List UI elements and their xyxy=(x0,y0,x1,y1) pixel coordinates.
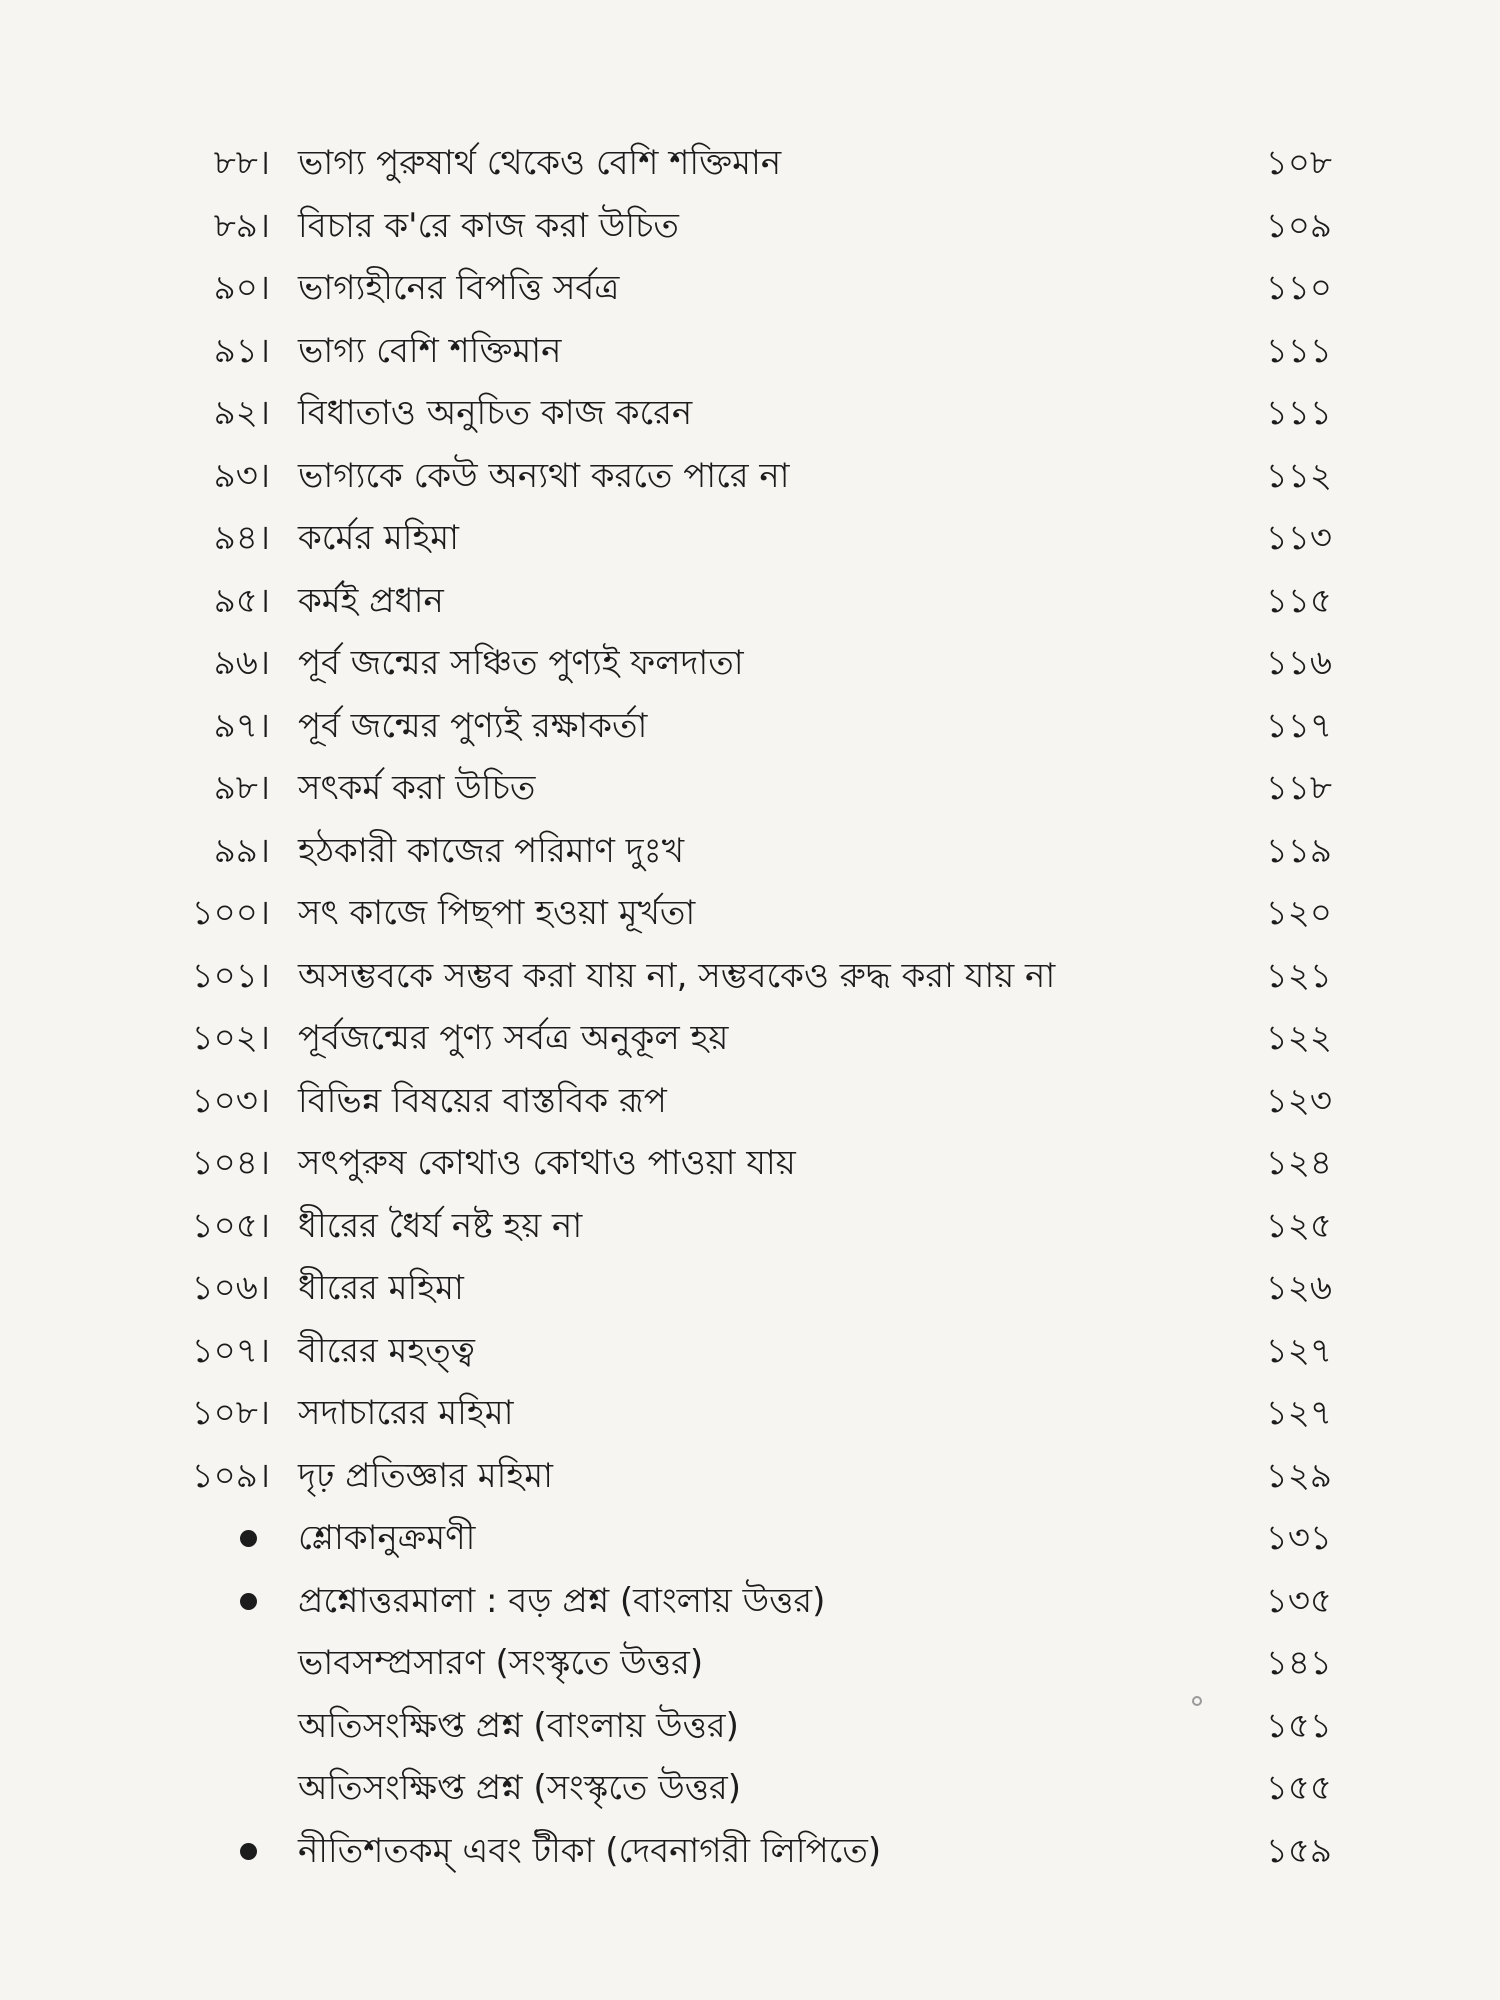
entry-title: প্রশ্নোত্তরমালা : বড় প্রশ্ন (বাংলায় উত্তর) xyxy=(298,1580,826,1621)
toc-entry xyxy=(0,820,1500,883)
toc-extra-entry xyxy=(0,1632,1500,1695)
toc-entry xyxy=(0,570,1500,633)
entry-title: কর্মই প্রধান xyxy=(298,580,444,621)
entry-title: পূর্ব জন্মের পুণ্যই রক্ষাকর্তা xyxy=(298,705,648,746)
toc-entry xyxy=(0,1445,1500,1508)
toc-entry xyxy=(0,945,1500,1008)
entry-page-number: ১২৭ xyxy=(1265,1330,1332,1371)
entry-title: সদাচারের মহিমা xyxy=(298,1393,514,1433)
entry-page-number: ১১৫ xyxy=(1265,580,1332,621)
entry-number: ৮৯। xyxy=(213,205,270,246)
entry-page-number: ১১৬ xyxy=(1265,643,1332,683)
entry-title: সৎ কাজে পিছপা হওয়া মূর্খতা xyxy=(298,893,696,933)
toc-entry xyxy=(0,882,1500,945)
toc-entry xyxy=(0,1195,1500,1258)
entry-number: ১০৪। xyxy=(191,1143,270,1183)
entry-number: ১০০। xyxy=(191,893,270,933)
entry-title: ভাগ্যকে কেউ অন্যথা করতে পারে না xyxy=(298,455,790,496)
entry-title: অতিসংক্ষিপ্ত প্রশ্ন (সংস্কৃতে উত্তর) xyxy=(298,1768,741,1808)
toc-extra-entry xyxy=(0,1757,1500,1820)
entry-number: ৯৭। xyxy=(213,705,270,746)
toc-extra-entry xyxy=(0,1570,1500,1633)
entry-title: বীরের মহত্ত্ব xyxy=(298,1330,475,1371)
entry-page-number: ১৫৯ xyxy=(1265,1830,1332,1871)
entry-number: ৯৯। xyxy=(213,830,270,871)
toc-extra-entry xyxy=(0,1820,1500,1883)
paper-speck xyxy=(1192,1696,1202,1706)
entry-page-number: ১৩৫ xyxy=(1265,1580,1332,1621)
entry-page-number: ১২২ xyxy=(1265,1018,1332,1058)
entry-number: ৯১। xyxy=(213,330,270,371)
entry-number: ৯০। xyxy=(213,268,270,308)
entry-page-number: ১৫৫ xyxy=(1265,1768,1332,1808)
entry-title: বিধাতাও অনুচিত কাজ করেন xyxy=(298,393,693,433)
toc-entry xyxy=(0,695,1500,758)
toc-extra-entry xyxy=(0,1507,1500,1570)
entry-title: দৃঢ় প্রতিজ্ঞার মহিমা xyxy=(298,1455,553,1496)
entry-page-number: ১১৯ xyxy=(1265,830,1332,871)
toc-entry xyxy=(0,1320,1500,1383)
entry-page-number: ১২০ xyxy=(1265,893,1332,933)
entry-number: ৯৫। xyxy=(213,580,270,621)
toc-entry xyxy=(0,632,1500,695)
entry-page-number: ১১১ xyxy=(1265,393,1332,433)
entry-title: শ্লোকানুক্রমণী xyxy=(298,1518,476,1558)
entry-page-number: ১২৭ xyxy=(1265,1393,1332,1433)
entry-number: ১০২। xyxy=(191,1018,270,1058)
entry-page-number: ১১৩ xyxy=(1265,518,1332,558)
entry-page-number: ১৫১ xyxy=(1265,1705,1332,1746)
toc-entry xyxy=(0,507,1500,570)
entry-title: ভাবসম্প্রসারণ (সংস্কৃতে উত্তর) xyxy=(298,1643,704,1683)
toc-entry xyxy=(0,382,1500,445)
entry-number: ৯২। xyxy=(213,393,270,433)
entry-title: সৎপুরুষ কোথাও কোথাও পাওয়া যায় xyxy=(298,1143,796,1183)
entry-page-number: ১১৭ xyxy=(1265,705,1332,746)
toc-entry xyxy=(0,1257,1500,1320)
bullet-icon xyxy=(240,1530,257,1547)
toc-entry xyxy=(0,257,1500,320)
entry-number: ১০৫। xyxy=(191,1205,270,1246)
entry-title: কর্মের মহিমা xyxy=(298,518,460,558)
entry-page-number: ১২১ xyxy=(1265,955,1332,996)
toc-entry xyxy=(0,320,1500,383)
entry-title: অতিসংক্ষিপ্ত প্রশ্ন (বাংলায় উত্তর) xyxy=(298,1705,739,1746)
entry-title: বিভিন্ন বিষয়ের বাস্তবিক রূপ xyxy=(298,1080,667,1121)
toc-entry xyxy=(0,1007,1500,1070)
entry-title: অসম্ভবকে সম্ভব করা যায় না, সম্ভবকেও রুদ্ধ করা যায় না xyxy=(298,955,1056,996)
entry-title: ভাগ্য পুরুষার্থ থেকেও বেশি শক্তিমান xyxy=(298,143,782,183)
entry-page-number: ১০৯ xyxy=(1265,205,1332,246)
entry-page-number: ১০৮ xyxy=(1265,143,1332,183)
entry-page-number: ১১২ xyxy=(1265,455,1332,496)
entry-title: নীতিশতকম্ এবং টীকা (দেবনাগরী লিপিতে) xyxy=(298,1830,882,1871)
entry-title: পূর্ব জন্মের সঞ্চিত পুণ্যই ফলদাতা xyxy=(298,643,744,683)
entry-title: হঠকারী কাজের পরিমাণ দুঃখ xyxy=(298,830,685,871)
entry-number: ১০৭। xyxy=(191,1330,270,1371)
entry-title: ধীরের ধৈর্য নষ্ট হয় না xyxy=(298,1205,583,1246)
entry-number: ৯৪। xyxy=(213,518,270,558)
entry-number: ৯৩। xyxy=(213,455,270,496)
entry-title: ধীরের মহিমা xyxy=(298,1268,464,1308)
entry-title: পূর্বজন্মের পুণ্য সর্বত্র অনুকূল হয় xyxy=(298,1018,729,1058)
entry-number: ১০৮। xyxy=(191,1393,270,1433)
entry-title: বিচার ক'রে কাজ করা উচিত xyxy=(298,205,679,246)
entry-page-number: ১২৪ xyxy=(1265,1143,1332,1183)
toc-extra-entry xyxy=(0,1695,1500,1758)
bullet-icon xyxy=(240,1843,257,1860)
toc-entry xyxy=(0,1070,1500,1133)
entry-page-number: ১১১ xyxy=(1265,330,1332,371)
toc-entry xyxy=(0,195,1500,258)
bullet-icon xyxy=(240,1593,257,1610)
entry-page-number: ১৪১ xyxy=(1265,1643,1332,1683)
toc-entry xyxy=(0,1382,1500,1445)
entry-title: ভাগ্য বেশি শক্তিমান xyxy=(298,330,562,371)
entry-page-number: ১২৫ xyxy=(1265,1205,1332,1246)
toc-entry xyxy=(0,445,1500,508)
entry-number: ৮৮। xyxy=(213,143,270,183)
entry-number: ১০১। xyxy=(191,955,270,996)
table-of-contents xyxy=(0,132,1500,1882)
entry-page-number: ১১৮ xyxy=(1265,768,1332,808)
toc-entry xyxy=(0,1132,1500,1195)
entry-page-number: ১১০ xyxy=(1265,268,1332,308)
toc-entry xyxy=(0,757,1500,820)
entry-number: ১০৩। xyxy=(191,1080,270,1121)
entry-number: ৯৮। xyxy=(213,768,270,808)
entry-title: ভাগ্যহীনের বিপত্তি সর্বত্র xyxy=(298,268,620,308)
entry-page-number: ১২৯ xyxy=(1265,1455,1332,1496)
toc-entry xyxy=(0,132,1500,195)
entry-page-number: ১৩১ xyxy=(1265,1518,1332,1558)
entry-number: ১০৯। xyxy=(191,1455,270,1496)
entry-title: সৎকর্ম করা উচিত xyxy=(298,768,536,808)
entry-page-number: ১২৩ xyxy=(1265,1080,1332,1121)
entry-page-number: ১২৬ xyxy=(1265,1268,1332,1308)
entry-number: ৯৬। xyxy=(213,643,270,683)
entry-number: ১০৬। xyxy=(191,1268,270,1308)
